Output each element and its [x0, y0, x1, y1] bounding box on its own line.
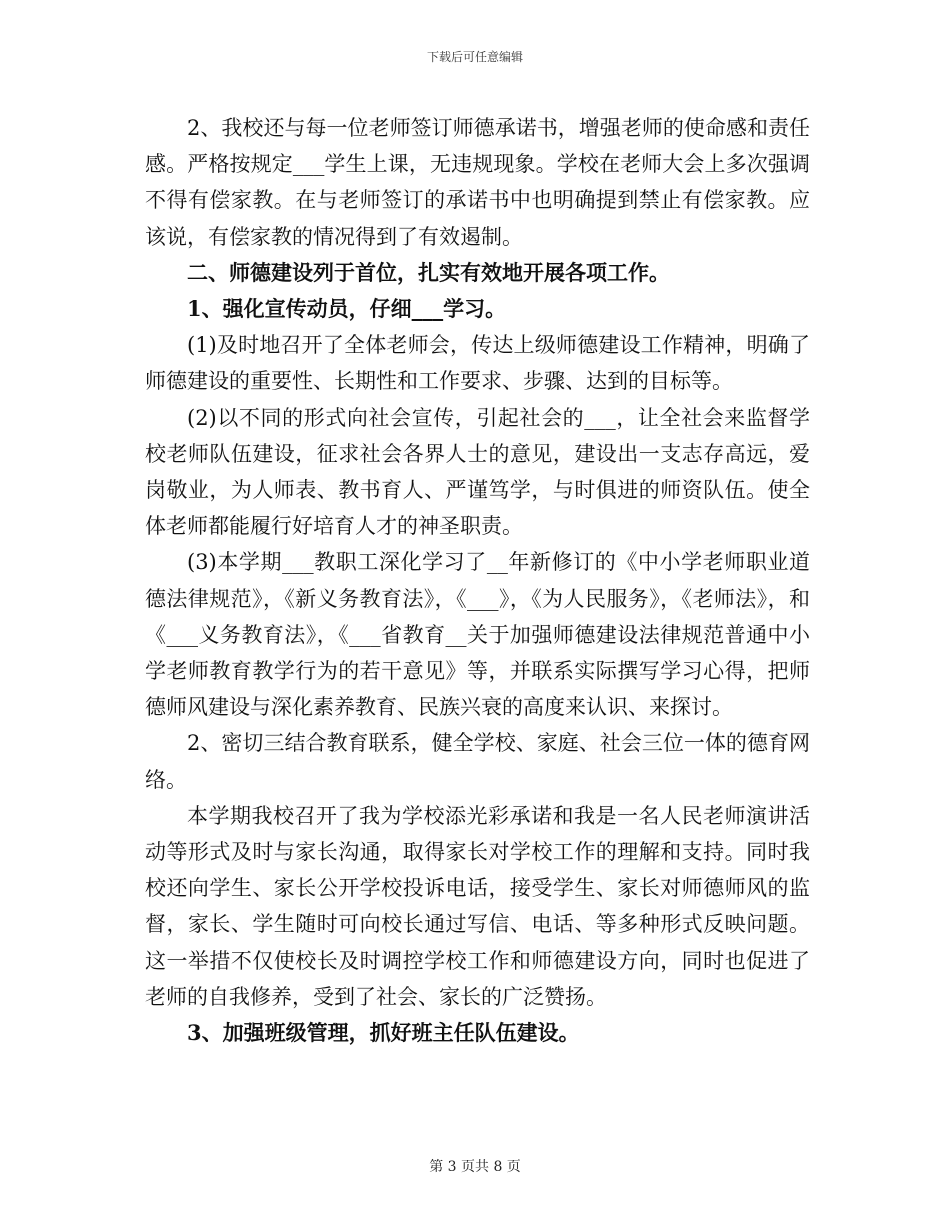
paragraph-item-2: (2)以不同的形式向社会宣传，引起社会的___，让全社会来监督学校老师队伍建设，征求社会各界人士的意见，建设出一支志存高远，爱岗敬业，为人师表、教书育人、严谨笃学，与时俱进的师资队伍。使全体老师都能履行好培育人才的神圣职责。 [145, 405, 810, 539]
paragraph-three-combination: 2、密切三结合教育联系，健全学校、家庭、社会三位一体的德育网络。 [145, 731, 810, 792]
subheading-class-management: 3、加强班级管理，抓好班主任队伍建设。 [187, 1020, 580, 1046]
paragraph-item-1: (1)及时地召开了全体老师会，传达上级师德建设工作精神，明确了师德建设的重要性、长期性和工作要求、步骤、达到的目标等。 [145, 333, 810, 394]
page-header-note: 下载后可任意编辑 [426, 50, 523, 64]
document-body [145, 110, 810, 1051]
paragraph-semester-activities: 本学期我校召开了我为学校添光彩承诺和我是一名人民老师演讲活动等形式及时与家长沟通，取得家长对学校工作的理解和支持。同时我校还向学生、家长公开学校投诉电话，接受学生、家长对师德师风的监督，家长、学生随时可向校长通过写信、电话、等多种形式反映问题。这一举措不仅使校长及时调控学校工作和师德建设方向，同时也促进了老师的自我修养，受到了社会、家长的广泛赞扬。 [145, 803, 810, 1009]
section-heading-2: 二、师德建设列于首位，扎实有效地开展各项工作。 [187, 259, 670, 285]
paragraph-commitment: 2、我校还与每一位老师签订师德承诺书，增强老师的使命感和责任感。严格按规定___学生上课，无违规现象。学校在老师大会上多次强调不得有偿家教。在与老师签订的承诺书中也明确提到禁止有偿家教。应该说，有偿家教的情况得到了有效遏制。 [145, 116, 810, 249]
subheading-publicity: 1、强化宣传动员，仔细___学习。 [187, 296, 507, 322]
paragraph-item-3: (3)本学期___教职工深化学习了__年新修订的《中小学老师职业道德法律规范》，《新义务教育法》，《___》，《为人民服务》，《老师法》，和《___义务教育法》，《___省教育__关于加强师德建设法律规范普通中小学老师教育教学行为的若干意见》等，并联系实际撰写学习心得，把师德师风建设与深化素养教育、民族兴衰的高度来认识、来探讨。 [145, 550, 810, 720]
page-number: 第 3 页共 8 页 [429, 1159, 521, 1175]
